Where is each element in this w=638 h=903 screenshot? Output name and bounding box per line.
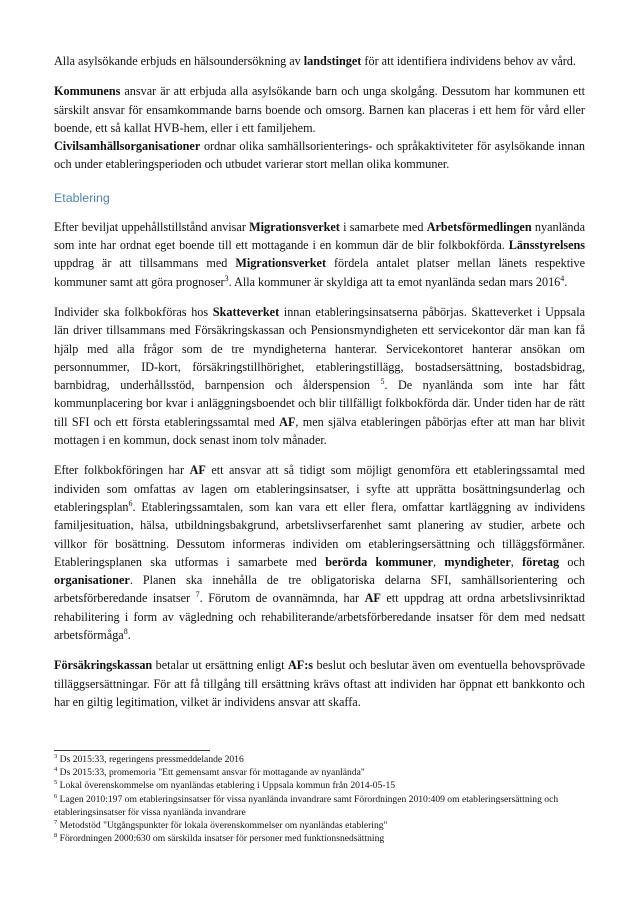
text: uppdrag är att tillsammans med [54,256,236,271]
text: och [559,554,586,569]
footnote [54,753,585,766]
text: . [564,274,568,289]
paragraph-tax-agency [54,303,585,449]
bold-lansstyrelsens: Länsstyrelsens [508,238,585,253]
footnote-text: Ds 2015:33, regeringens pressmeddelande 2016 [57,754,244,765]
footnote-ref: 7 [195,590,200,600]
footnote [54,819,585,832]
bold-forsakringskassan: Försäkringskassan [54,658,153,673]
text: Individer ska folkbokföras hos [54,304,213,319]
footnote-text: Lokal överenskommelse om nyanländas etablering i Uppsala kommun från 2014-05-15 [57,780,396,792]
text: ordnar olika samhällsorienterings- och språkaktiviteter för asylsökande innan och under etableringsperioden och utbudet varierar stort mellan olika kommuner. [54,139,585,172]
bold-arbetsformedlingen: Arbetsförmedlingen [426,219,532,234]
footnote-divider [54,750,210,751]
footnote-text: Lagen 2010:197 om etableringsinsatser för vissa nyanlända invandrare samt Förordningen 2010:409 om etableringsersättning och etableringsinsatser för vissa nyanlända invandrare [54,793,559,818]
bold-organisationer: organisationer [54,573,130,588]
footnote-text: Förordningen 2000:630 om särskilda insatser för personer med funktionsnedsättning [57,833,385,845]
bold-kommunens: Kommunens [54,84,121,99]
text: nyanlända som inte har ordnat eget boende till ett mottagande i en kommun där de blir folkbokförda. [54,219,585,253]
text: för att identifiera individens behov av vård. [361,54,576,68]
paragraph-establishment [54,218,585,291]
footnote-number: 8 [54,832,58,840]
paragraph-municipality [54,82,585,137]
bold-af: AF [189,463,206,478]
paragraph-health-exam [54,52,585,70]
footnote-number: 5 [54,779,58,787]
footnote-ref: 4 [560,273,565,283]
footnote-number: 6 [54,792,58,800]
text: . Etableringssamtalen, som kan vara ett eller flera, omfattar kartläggning av individens familjesituation, hälsa, utbildningsbakgrund, arbetslivserfarenhet samt planering av studier, arbete och villkor för bosättning. Dessutom informeras individen om etableringsersättning och tilläggsförmåner. Etableringsplanen ska utformas i samarbete med [54,499,585,569]
bold-skatteverket: Skatteverket [212,304,280,319]
footnotes [54,753,585,845]
footnote-text: Ds 2015:33, promemoria "Ett gemensamt ansvar för mottagande av nyanlända" [57,767,365,779]
bold-myndigheter: myndigheter [444,554,511,569]
footnote-number: 4 [54,766,58,774]
footnote [54,832,585,845]
text: Alla asylsökande erbjuds en hälsoundersökning av [54,54,304,68]
footnote-ref: 3 [224,273,229,283]
text: ett ansvar att så tidigt som möjligt genomföra ett etableringssamtal med individen som omfattas av lagen om etableringsinsatser, i syfte att upprätta bosättningsunderlag och etableringsplan [54,463,585,514]
document-body [54,52,585,711]
text: ett uppdrag att ordna arbetslivsinriktad rehabilitering i form av vägledning och rehabiliterande/arbetsförberedande insatser för dem med nedsatt arbetsförmåga [54,591,586,643]
text: Efter folkbokföringen har [54,463,190,478]
footnote-number: 7 [54,818,58,826]
bold-afs: AF:s [287,658,314,673]
footnote-number: 3 [54,752,58,760]
text: beslut och beslutar även om eventuella behovsprövade tilläggsersättningar. För att få tillgång till ersättning krävs oftast att individen har öppnat ett bankkonto och har en giltig legitimation, vilket är individens ansvar att skaffa. [54,658,585,709]
text: . [127,628,131,643]
text: innan etableringsinsatserna påbörjas. Skatteverket i Uppsala län driver tillsammans med Försäkringskassan och Pensionsmyndigheten ett servicekontor där man kan få hjälp med alla frågor som de tre myndigheterna hanterar. Servicekontoret hanterar ansökan om personnummer, ID-kort, försäkringstillhörighet, etableringstillägg, bostadsersättning, bostadsbidrag, barnbidrag, underhållsstöd, barnpension och ålderspension [54,304,585,393]
bold-civilsamhallsorganisationer: Civilsamhällsorganisationer [54,139,201,154]
footnote-ref: 8 [123,626,128,636]
bold-migrationsverket: Migrationsverket [235,256,327,271]
bold-berorda-kommuner: berörda kommuner [325,554,434,569]
text: i samarbete med [339,219,427,234]
paragraph-civil-society [54,137,585,174]
footnote-ref: 5 [380,377,385,387]
text: . Planen ska innehålla de tre obligatoriska delarna SFI, samhällsorientering och arbetsförberedande insatser [54,573,585,606]
section-heading-etablering: Etablering [54,190,110,205]
footnote [54,766,585,779]
bold-landstinget: landstinget [303,54,362,68]
footnote [54,779,585,792]
text: . De nyanlända som inte har fått kommunplacering bor kvar i anläggningsboendet och blir tillfälligt folkbokförda där. Under tiden har de rätt till SFI och ett första etableringssamtal med [54,378,586,429]
text: , [510,554,523,569]
text: betalar ut ersättning enligt [152,658,288,673]
text: fördela antalet platser mellan länets respektive kommuner samt att göra prognoser [54,256,585,289]
paragraph-af-responsibility [54,461,585,644]
text: . Alla kommuner är skyldiga att ta emot nyanlända sedan mars 2016 [228,274,561,289]
footnote-ref: 6 [128,498,133,508]
text: , [433,554,445,569]
text: Efter beviljat uppehållstillstånd anvisar [54,219,250,234]
paragraph-social-insurance [54,656,585,711]
bold-af: AF [364,591,381,606]
text: , men själva etableringen påbörjas efter att man har blivit mottagen i en kommun, dock senast inom tolv månader. [54,414,585,448]
text: ansvar är att erbjuda alla asylsökande barn och unga skolgång. Dessutom har kommunen ett särskilt ansvar för ensamkommande barns boende och omsorg. Barnen kan placeras i ett hem för vård eller boende, ett så kallat HVB-hem, eller i ett familjehem. [54,84,585,135]
footnote [54,793,585,819]
bold-foretag: företag [522,554,560,569]
footnote-text: Metodstöd "Utgångspunkter för lokala överenskommelser om nyanländas etablering" [57,820,388,832]
bold-migrationsverket: Migrationsverket [249,219,340,234]
bold-af: AF [279,414,296,429]
text: . Förutom de ovannämnda, har [199,591,365,606]
